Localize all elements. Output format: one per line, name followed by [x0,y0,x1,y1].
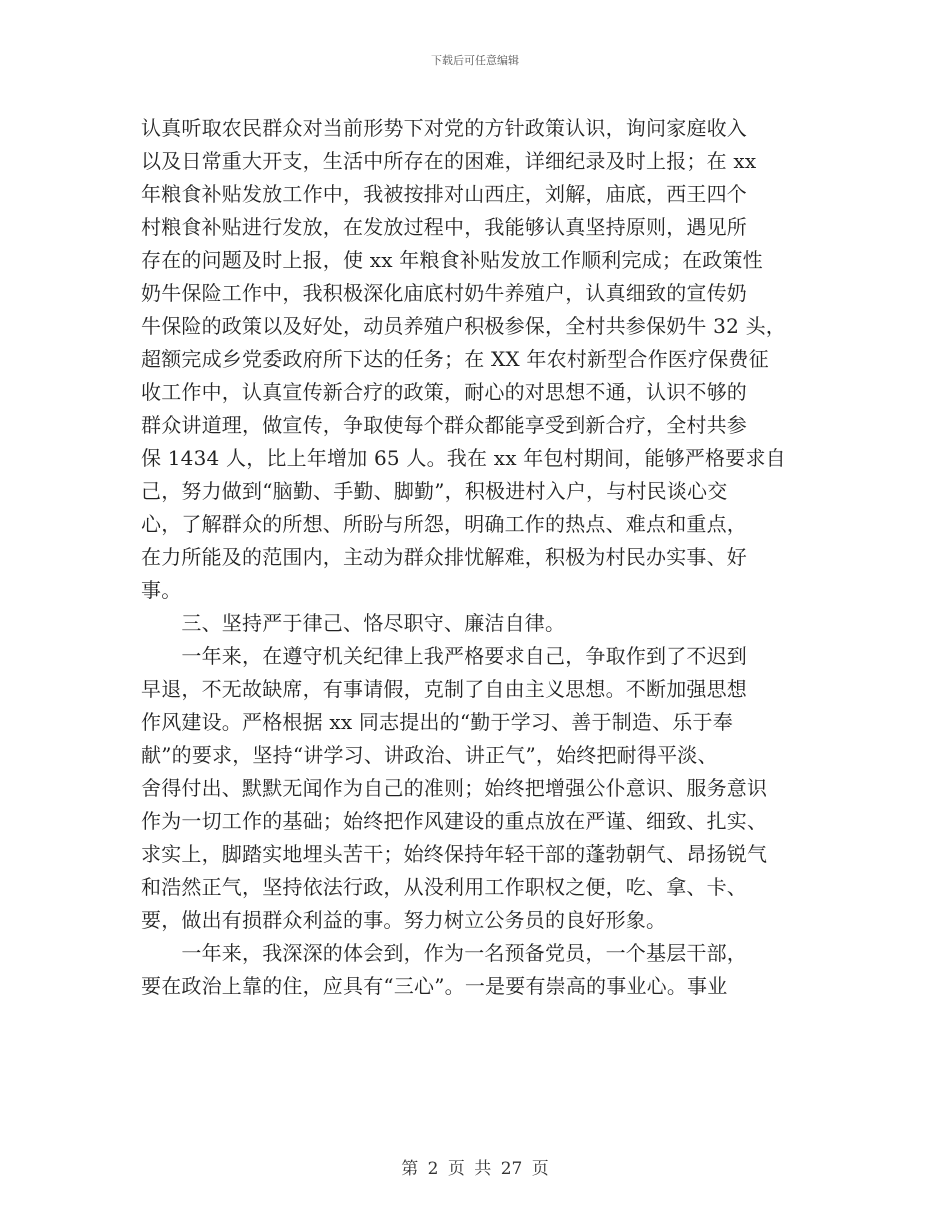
text-line: 要，做出有损群众利益的事。努力树立公务员的良好形象。 [141,908,667,932]
text-line: 心，了解群众的所想、所盼与所怨，明确工作的热点、难点和重点， [141,512,747,536]
text-line: 牛保险的政策以及好处，动员养殖户积极参保，全村共参保奶牛 32 头， [141,314,786,338]
section-heading: 三、坚持严于律己、恪尽职守、廉洁自律。 [141,611,566,635]
text-line: 求实上，脚踏实地埋头苦干；始终保持年轻干部的蓬勃朝气、昂扬锐气 [141,842,768,866]
text-line: 己，努力做到“脑勤、手勤、脚勤”，积极进村入户，与村民谈心交 [141,479,728,503]
page-header: 下载后可任意编辑 [431,54,519,67]
text-line: 存在的问题及时上报，使 xx 年粮食补贴发放工作顺利完成；在政策性 [141,248,763,272]
text-line: 以及日常重大开支，生活中所存在的困难，详细纪录及时上报；在 xx [141,149,757,173]
document-body [141,112,816,1003]
text-line: 要在政治上靠的住，应具有“三心”。一是要有崇高的事业心。事业 [141,974,728,998]
text-line: 作为一切工作的基础；始终把作风建设的重点放在严谨、细致、扎实、 [141,809,768,833]
text-line: 献”的要求，坚持“讲学习、讲政治、讲正气”，始终把耐得平淡、 [141,743,718,767]
text-line: 早退，不无故缺席，有事请假，克制了自由主义思想。不断加强思想 [141,677,747,701]
text-line: 收工作中，认真宣传新合疗的政策，耐心的对思想不通，认识不够的 [141,380,747,404]
text-line: 一年来，我深深的体会到，作为一名预备党员，一个基层干部， [141,941,747,965]
text-line: 作风建设。严格根据 xx 同志提出的“勤于学习、善于制造、乐于奉 [141,710,733,734]
text-line: 和浩然正气，坚持依法行政，从没利用工作职权之便，吃、拿、卡、 [141,875,747,899]
text-line: 舍得付出、默默无闻作为自己的准则；始终把增强公仆意识、服务意识 [141,776,768,800]
page-number: 第 2 页 共 27 页 [401,1159,549,1179]
text-line: 认真听取农民群众对当前形势下对党的方针政策认识，询问家庭收入 [141,116,747,140]
text-line: 超额完成乡党委政府所下达的任务；在 XX 年农村新型合作医疗保费征 [141,347,769,371]
text-line: 奶牛保险工作中，我积极深化庙底村奶牛养殖户，认真细致的宣传奶 [141,281,747,305]
text-line: 一年来，在遵守机关纪律上我严格要求自己，争取作到了不迟到 [141,644,747,668]
text-line: 村粮食补贴进行发放，在发放过程中，我能够认真坚持原则，遇见所 [141,215,747,239]
text-line: 群众讲道理，做宣传，争取使每个群众都能享受到新合疗，全村共参 [141,413,747,437]
text-line: 事。 [141,578,182,602]
text-line: 保 1434 人，比上年增加 65 人。我在 xx 年包村期间，能够严格要求自 [141,446,786,470]
text-line: 年粮食补贴发放工作中，我被按排对山西庄，刘解，庙底，西王四个 [141,182,747,206]
text-line: 在力所能及的范围内，主动为群众排忧解难，积极为村民办实事、好 [141,545,747,569]
